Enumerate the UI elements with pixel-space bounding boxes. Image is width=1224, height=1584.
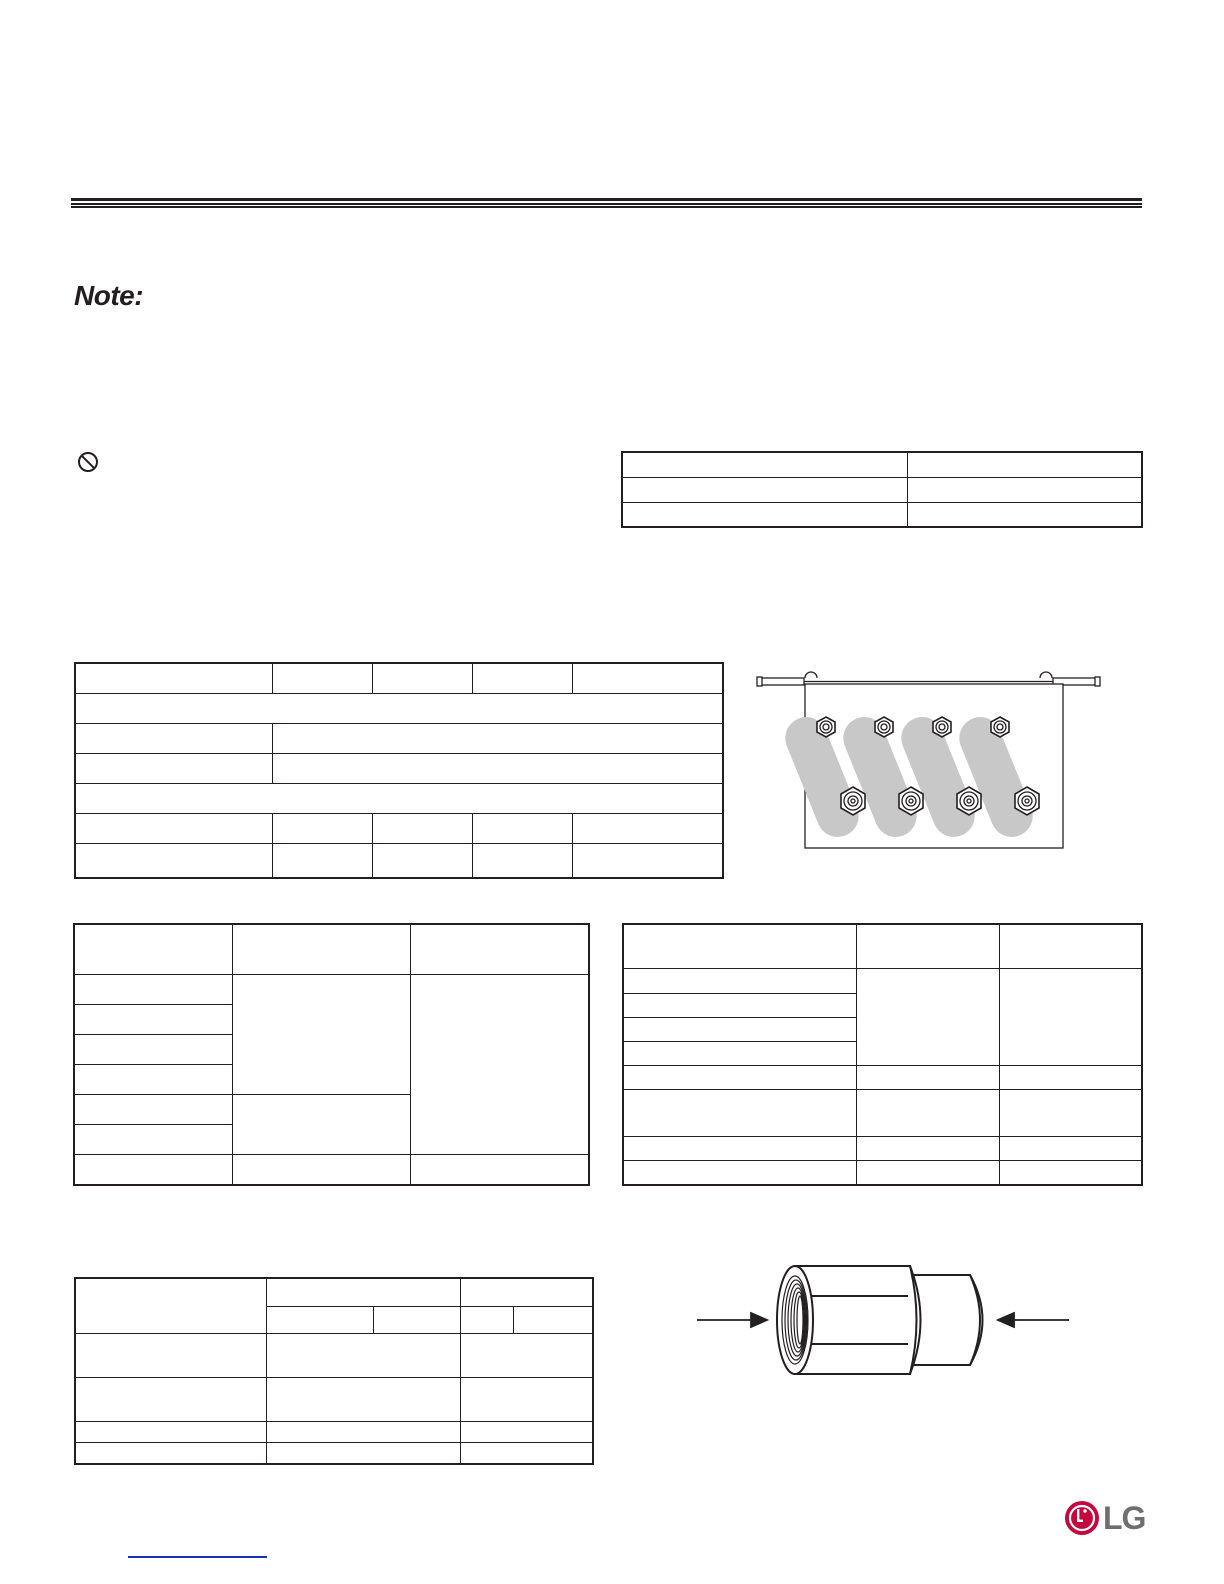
table-cell: [513, 1306, 593, 1333]
table-cell: [472, 813, 572, 843]
table-cell: [74, 1124, 232, 1154]
brand-wordmark: LG: [1103, 1500, 1146, 1536]
table-cell: [999, 968, 1142, 1065]
spec-table-b: [74, 662, 724, 879]
table-cell: [373, 1306, 460, 1333]
table-cell: [75, 663, 272, 693]
table-cell: [272, 753, 723, 783]
table-cell: [907, 477, 1142, 502]
spec-table-e: [74, 1277, 594, 1465]
table-cell: [232, 1094, 410, 1154]
table-cell: [623, 1065, 856, 1089]
table-cell: [856, 1065, 999, 1089]
table-cell: [999, 1065, 1142, 1089]
table-cell: [460, 1333, 593, 1377]
table-cell: [266, 1442, 460, 1464]
table-cell: [232, 974, 410, 1094]
table-cell: [266, 1377, 460, 1421]
table-cell: [266, 1333, 460, 1377]
lg-logo: [1063, 1498, 1146, 1538]
table-cell: [907, 452, 1142, 477]
table-cell: [75, 693, 723, 723]
table-cell: [75, 1442, 266, 1464]
table-cell: [999, 1089, 1142, 1136]
pipe-fitting-diagram: [695, 1258, 1075, 1398]
table-cell: [622, 502, 907, 527]
table-cell: [74, 1154, 232, 1185]
table-cell: [907, 502, 1142, 527]
table-cell: [472, 843, 572, 878]
note-label: Note:: [74, 280, 144, 311]
footer-link-underline[interactable]: [128, 1556, 267, 1558]
table-cell: [572, 843, 723, 878]
table-cell: [75, 843, 272, 878]
table-cell: [75, 1377, 266, 1421]
table-cell: [623, 1017, 856, 1041]
prohibited-icon: [77, 451, 99, 473]
table-cell: [272, 843, 372, 878]
table-cell: [75, 1421, 266, 1442]
table-cell: [266, 1306, 373, 1333]
table-cell: [372, 663, 472, 693]
table-cell: [232, 1154, 410, 1185]
spec-table-c: [73, 923, 590, 1186]
spec-table-d: [622, 923, 1143, 1186]
table-cell: [856, 924, 999, 968]
table-cell: [410, 974, 589, 1154]
table-cell: [623, 1136, 856, 1160]
table-cell: [622, 452, 907, 477]
header-rule-bottom: [71, 206, 1142, 208]
table-cell: [272, 723, 723, 753]
table-cell: [472, 663, 572, 693]
table-cell: [410, 924, 589, 974]
table-cell: [74, 1064, 232, 1094]
table-cell: [999, 924, 1142, 968]
table-cell: [623, 1160, 856, 1185]
table-cell: [232, 924, 410, 974]
table-cell: [572, 813, 723, 843]
table-cell: [74, 1094, 232, 1124]
table-cell: [460, 1421, 593, 1442]
table-cell: [75, 1333, 266, 1377]
table-cell: [999, 1160, 1142, 1185]
table-cell: [460, 1442, 593, 1464]
table-cell: [74, 1004, 232, 1034]
table-cell: [75, 1278, 266, 1333]
table-cell: [266, 1421, 460, 1442]
table-cell: [856, 1136, 999, 1160]
table-cell: [460, 1278, 593, 1306]
table-cell: [75, 753, 272, 783]
table-cell: [623, 993, 856, 1017]
table-cell: [623, 968, 856, 993]
table-cell: [999, 1136, 1142, 1160]
table-cell: [372, 843, 472, 878]
table-cell: [272, 663, 372, 693]
table-cell: [622, 477, 907, 502]
table-cell: [856, 1160, 999, 1185]
table-cell: [75, 813, 272, 843]
table-cell: [266, 1278, 460, 1306]
service-port-manifold-diagram: [755, 670, 1105, 855]
table-cell: [74, 924, 232, 974]
table-cell: [856, 1089, 999, 1136]
table-cell: [75, 783, 723, 813]
table-cell: [460, 1377, 593, 1421]
table-cell: [856, 968, 999, 1065]
spec-table-a: [621, 451, 1143, 528]
table-cell: [572, 663, 723, 693]
table-cell: [272, 813, 372, 843]
table-cell: [410, 1154, 589, 1185]
header-rule-top: [71, 198, 1142, 201]
table-cell: [623, 1041, 856, 1065]
table-cell: [460, 1306, 513, 1333]
table-cell: [372, 813, 472, 843]
table-cell: [75, 723, 272, 753]
table-cell: [623, 924, 856, 968]
header-rule-middle: [71, 203, 1142, 205]
table-cell: [623, 1089, 856, 1136]
table-cell: [74, 974, 232, 1004]
table-cell: [74, 1034, 232, 1064]
